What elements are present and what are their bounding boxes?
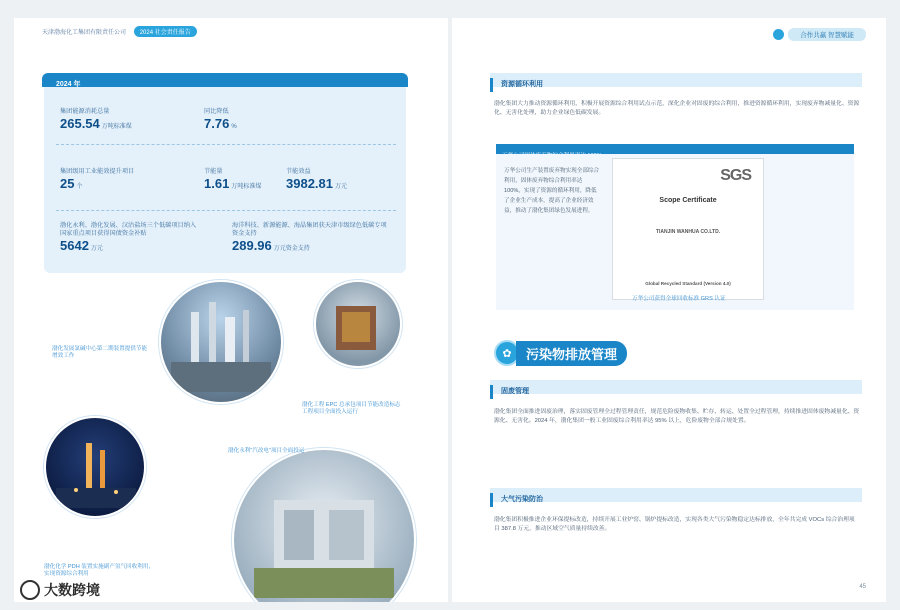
- air-paragraph: 渤化集团积极推进企业环保提标改造，持续开展工业炉窑、锅炉提标改造，实现各类大气污染物稳定达标排放，全年共完成 VOCs 综合治理项目 387.8 万元，推动区域空气质量持续改善。: [494, 517, 855, 532]
- cert-title: Scope Certificate: [659, 197, 717, 204]
- stat-benefit: [286, 168, 347, 195]
- stat-label: 节能效益: [286, 168, 311, 175]
- stat-label: 节能量: [204, 168, 223, 175]
- night-plant-icon: [46, 418, 144, 516]
- right-header: [773, 28, 866, 41]
- solid-waste-paragraph: 渤化集团全面推进固废治理，落实固废管理全过程管理责任，规范危险废物收集、贮存、转运、处置全过程管理，持续推进固体废物减量化、资源化、无害化。2024 年，渤化集团一般工业固废综合利用率达 95% 以上，危险废物全部合规处置。: [494, 409, 860, 424]
- stat-projects: [60, 168, 134, 195]
- stat-value: 25 个: [60, 176, 83, 191]
- right-page: [452, 18, 886, 602]
- page-number: 45: [859, 584, 866, 590]
- stats-card-tab: [42, 73, 408, 87]
- header-dot-icon: [773, 29, 784, 40]
- watermark-logo: [20, 580, 100, 600]
- stat-bond-fund: [60, 222, 200, 257]
- divider: [56, 210, 396, 211]
- stat-label: 同比降低: [204, 108, 229, 115]
- section-title: 固废管理: [490, 385, 529, 399]
- section-solid-waste: [490, 380, 862, 394]
- stat-label: 集团级用工业能效提升项目: [60, 168, 135, 175]
- photo-caption-1: 渤化发展氯碱中心第二期装置提供节能增效工作: [52, 346, 148, 359]
- resource-sub-tab: [496, 144, 854, 154]
- report-pill: 2024 社会责任报告: [134, 26, 197, 37]
- stat-label: 海洋科技、新源能源、海晶集团获天津市级绿色低碳专项资金支持: [232, 222, 387, 237]
- stat-value: 289.96 万元资金支持: [232, 238, 310, 253]
- resource-note: 万华公司生产装置废弃物实现全部综合利用，固体废弃物综合利用率达 100%，实现了资源的循环利用，降低了企业生产成本，提高了企业经济效益，推动了渤化集团绿色发展进程。: [504, 168, 600, 214]
- stat-reduction: [204, 108, 237, 135]
- left-header: [42, 26, 197, 37]
- industrial-towers-icon: [161, 282, 281, 402]
- stat-value: 265.54 万吨标准煤: [60, 116, 132, 131]
- watermark-text: 大数跨境: [44, 582, 100, 598]
- stat-label: 集团能源消耗总量: [60, 108, 110, 115]
- photo-caption-2: 渤化工程 EPC 总承包项目节能改造标志工程项目全面投入运行: [302, 402, 401, 415]
- section-title: 资源循环利用: [490, 78, 543, 92]
- cooling-plant-icon: [234, 450, 414, 602]
- cert-company: TIANJIN WANHUA CO.LTD.: [655, 229, 721, 235]
- stat-value: 5642 万元: [60, 238, 103, 253]
- stat-value: 7.76 %: [204, 116, 237, 131]
- section-air: [490, 488, 862, 502]
- divider: [56, 144, 396, 145]
- stat-label: 渤化永利、渤化发展、汉沽盐场三个低碳项目纳入国家重点项目获得国债资金补贴: [60, 222, 197, 237]
- plant-photo-4: [232, 448, 416, 602]
- stat-special-fund: [232, 222, 392, 257]
- stat-saving: [204, 168, 261, 195]
- stats-year: 2024 年: [56, 81, 81, 88]
- sgs-certificate: [612, 158, 764, 300]
- plant-photo-2: [314, 280, 402, 368]
- pollution-title: 污染物排放管理: [516, 341, 627, 366]
- furnace-icon: [316, 282, 400, 366]
- stat-value: 1.61 万吨标准煤: [204, 176, 262, 191]
- right-header-label: 合作共赢 智慧赋能: [788, 28, 866, 41]
- watermark-icon: [20, 580, 40, 600]
- photo-caption-4: 渤化化学 PDH 装置实施副产氢气回收利用，实现资源综合利用: [44, 564, 155, 577]
- section-title: 大气污染防治: [490, 493, 543, 507]
- section-resource: [490, 73, 862, 87]
- resource-paragraph: 渤化集团大力推动资源循环利用，积极开展资源综合利用试点示范，深化企业对固废的综合利用，推进资源循环利用，实现废弃物减量化、资源化、无害化处理，助力企业绿色低碳发展。: [494, 101, 860, 116]
- cert-caption: 万华公司获得全球回收标准 GRS 认证: [632, 296, 726, 302]
- sgs-logo: SGS: [720, 167, 751, 184]
- leaf-icon: ✿: [494, 340, 520, 366]
- stat-energy: [60, 108, 132, 135]
- plant-photo-1: [159, 280, 283, 404]
- company-name: 天津渤海化工集团有限责任公司: [42, 30, 127, 36]
- pollution-heading: [494, 340, 627, 366]
- plant-photo-3: [44, 416, 146, 518]
- left-page: [14, 18, 448, 602]
- photo-caption-3: 渤化永利“汽改电”项目全面投运: [228, 448, 305, 454]
- stat-value: 3982.81 万元: [286, 176, 348, 191]
- cert-standard: Global Recycled Standard (Version 4.0): [645, 281, 731, 286]
